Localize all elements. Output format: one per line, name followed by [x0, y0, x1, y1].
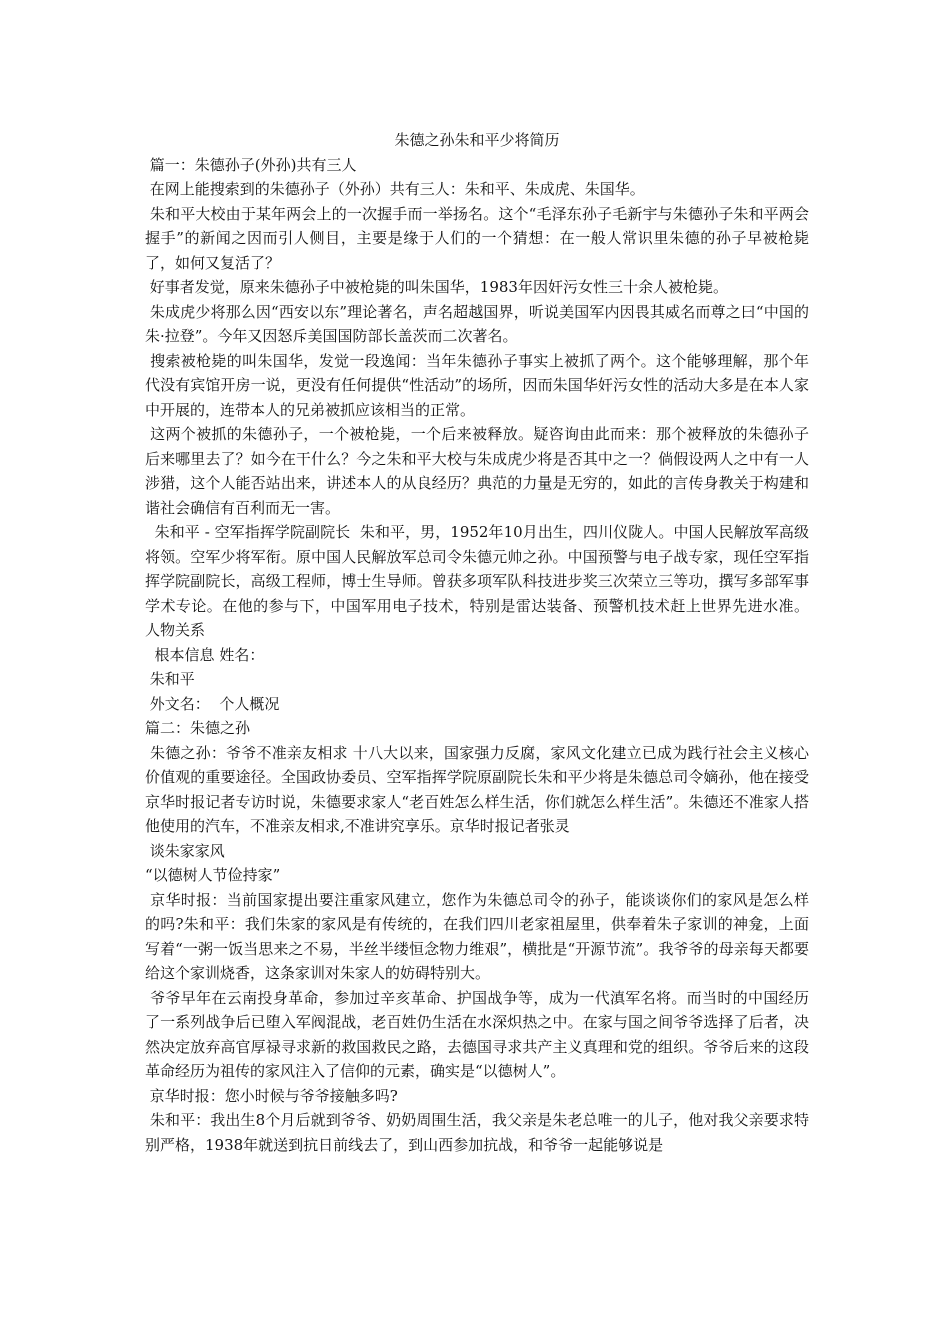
paragraph: 朱和平 - 空军指挥学院副院长 朱和平，男，1952年10月出生，四川仪陇人。中国人民解放军高级将领。空军少将军衔。原中国人民解放军总司令朱德元帅之孙。中国预警与电子战专家，现任空军指挥学院副院长，高级工程师，博士生导师。曾获多项军队科技进步奖三次荣立三等功，撰写多部军事学术专论。在他的参与下，中国军用电子技术，特别是雷达装备、预警机技术赶上世界先进水准。 人物关系 [145, 523, 814, 639]
paragraph: 这两个被抓的朱德孙子，一个被枪毙，一个后来被释放。疑咨询由此而来：那个被释放的朱德孙子后来哪里去了？如今在干什么？今之朱和平大校与朱成虎少将是否其中之一？倘假设两人之中有一人涉猎，这个人能否站出来，讲述本人的从良经历？典范的力量是无穷的，如此的言传身教关于构建和谐社会确信有百利而无一害。 [145, 425, 809, 517]
paragraph: 篇二：朱德之孙 [145, 719, 251, 737]
paragraph: 朱和平：我出生8个月后就到爷爷、奶奶周围生活，我父亲是朱老总唯一的儿子，他对我父亲要求特别严格，1938年就送到抗日前线去了，到山西参加抗战，和爷爷一起能够说是 [145, 1111, 809, 1154]
paragraph: 爷爷早年在云南投身革命，参加过辛亥革命、护国战争等，成为一代滇军名将。而当时的中国经历了一系列战争后已堕入军阀混战，老百姓仍生活在水深炽热之中。在家与国之间爷爷选择了后者，决然决定放弃高官厚禄寻求新的救国救民之路，去德国寻求共产主义真理和党的组织。爷爷后来的这段革命经历为祖传的家风注入了信仰的元素，确实是“以德树人”。 [145, 988, 809, 1080]
document-title: 朱德之孙朱和平少将简历 [394, 131, 560, 149]
paragraph: 谈朱家家风 [145, 841, 225, 860]
paragraph: 好事者发觉，原来朱德孙子中被枪毙的叫朱国华，1983年因奸污女性三十余人被枪毙。 [145, 278, 728, 296]
paragraph: 在网上能搜索到的朱德孙子（外孙）共有三人：朱和平、朱成虎、朱国华。 [145, 180, 645, 198]
paragraph: 朱和平大校由于某年两会上的一次握手而一举扬名。这个“毛泽东孙子毛新宇与朱德孙子朱和平两会握手”的新闻之因而引人侧目，主要是缘于人们的一个猜想：在一般人常识里朱德的孙子早被枪毙了，如何又复活了？ [145, 204, 809, 272]
paragraph: 朱德之孙：爷爷不准亲友相求 十八大以来，国家强力反腐，家风文化建立已成为践行社会主义核心价值观的重要途径。全国政协委员、空军指挥学院原副院长朱和平少将是朱德总司令嫡孙，他在接受京华时报记者专访时说，朱德要求家人“老百姓怎么样生活，你们就怎么样生活”。朱德还不准家人搭他使用的汽车，不准亲友相求,不准讲究享乐。京华时报记者张灵 [145, 743, 809, 835]
paragraph: “以德树人节俭持家” [145, 866, 281, 884]
paragraph: 京华时报：您小时候与爷爷接触多吗? [145, 1086, 398, 1105]
paragraph: 朱成虎少将那么因“西安以东”理论著名，声名超越国界，听说美国军内因畏其威名而尊之曰“中国的朱·拉登”。今年又因怒斥美国国防部长盖茨而二次著名。 [145, 302, 809, 345]
document-body [145, 153, 814, 1158]
document-page [145, 128, 814, 1157]
paragraph: 搜索被枪毙的叫朱国华，发觉一段逸闻：当年朱德孙子事实上被抓了两个。这个能够理解，那个年代没有宾馆开房一说，更没有任何提供“性活动”的场所，因而朱国华奸污女性的活动大多是在本人家中开展的，连带本人的兄弟被抓应该相当的正常。 [145, 351, 809, 419]
paragraph: 篇一：朱德孙子(外孙)共有三人 [145, 155, 357, 174]
paragraph: 外文名： 个人概况 [145, 694, 280, 713]
paragraph: 京华时报：当前国家提出要注重家风建立，您作为朱德总司令的孙子，能谈谈你们的家风是怎么样的吗?朱和平：我们朱家的家风是有传统的，在我们四川老家祖屋里，供奉着朱子家训的神龛，上面写着“一粥一饭当思来之不易，半丝半缕恒念物力维艰”，横批是“开源节流”。我爷爷的母亲每天都要给这个家训烧香，这条家训对朱家人的妨碍特别大。 [145, 890, 809, 982]
paragraph: 根本信息 姓名： [145, 645, 265, 664]
paragraph: 朱和平 [145, 670, 195, 688]
